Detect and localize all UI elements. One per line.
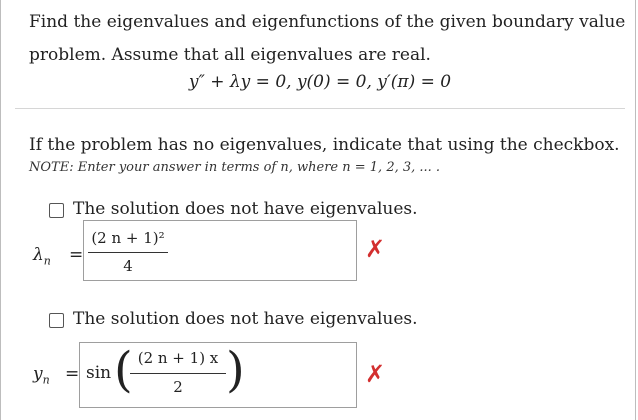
problem-text-line2: problem. Assume that all eigenvalues are real.	[29, 45, 431, 65]
eigenfunction-fraction-bar	[130, 373, 226, 374]
no-eigenvalues-checkbox-2[interactable]	[49, 313, 64, 328]
section-divider	[15, 108, 625, 109]
eigenvalue-answer-input[interactable]	[83, 220, 357, 281]
eigenfunction-answer-input[interactable]	[79, 342, 357, 408]
instruction-text: If the problem has no eigenvalues, indicate that using the checkbox.	[29, 135, 620, 155]
note-text: NOTE: Enter your answer in terms of n, where n = 1, 2, 3, ... .	[29, 160, 441, 175]
right-paren: )	[226, 342, 245, 398]
eigenvalue-lhs	[33, 245, 51, 267]
eigenfunction-equals: =	[65, 364, 80, 384]
y-subscript: n	[42, 373, 50, 387]
no-eigenvalues-checkbox-1[interactable]	[49, 203, 64, 218]
eigenfunction-lhs	[33, 364, 50, 386]
lambda-subscript: n	[43, 254, 51, 268]
eigenvalue-numerator: (2 n + 1)²	[91, 229, 165, 247]
y-symbol: y	[33, 364, 43, 384]
x-mark-icon: ✗	[365, 235, 386, 263]
eigenfunction-denominator: 2	[173, 378, 183, 396]
eigenvalue-fraction-bar	[88, 252, 168, 253]
left-paren: (	[114, 342, 133, 398]
no-eigenvalues-label-1: The solution does not have eigenvalues.	[73, 199, 418, 219]
boundary-value-equation: y″ + λy = 0, y(0) = 0, y′(π) = 0	[188, 72, 452, 92]
eigenvalue-denominator: 4	[123, 257, 133, 275]
sin-function: sin	[86, 363, 112, 383]
eigenvalue-equals: =	[69, 245, 84, 265]
no-eigenvalues-label-2: The solution does not have eigenvalues.	[73, 309, 418, 329]
eigenfunction-numerator: (2 n + 1) x	[137, 349, 219, 367]
lambda-symbol: λ	[33, 245, 44, 265]
problem-text-line1: Find the eigenvalues and eigenfunctions of the given boundary value	[29, 12, 626, 32]
x-mark-icon: ✗	[365, 360, 386, 388]
